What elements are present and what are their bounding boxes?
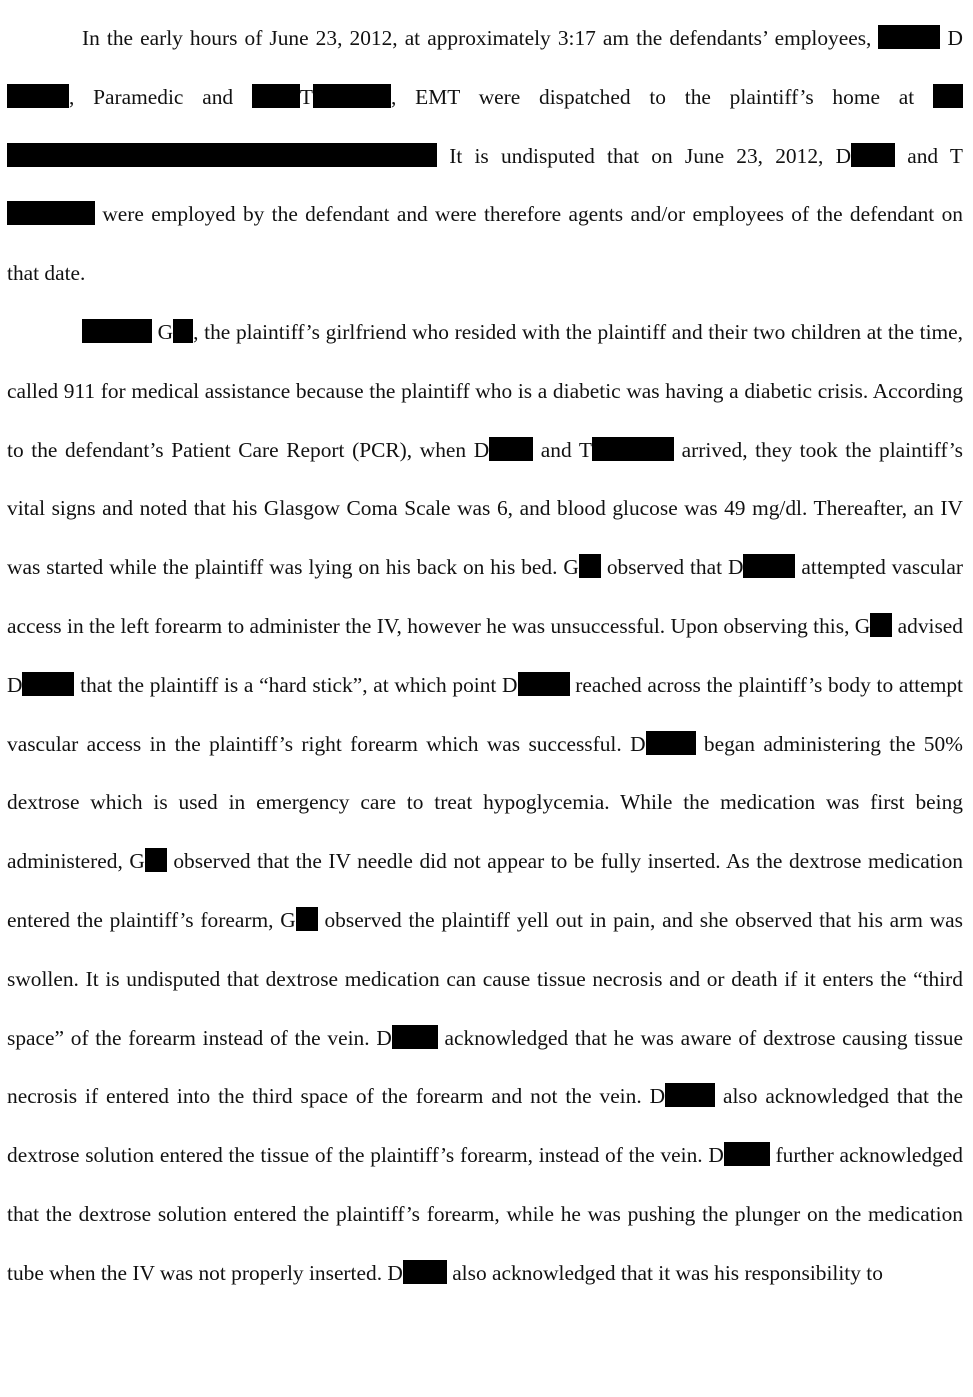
paragraph-text: were employed by the defendant and were therefore agents and/or employees of the defendant on that date. [7, 202, 963, 286]
paragraph-text: T [299, 84, 313, 109]
redaction-block [489, 437, 533, 461]
paragraph-dispatch [7, 9, 963, 303]
redaction-block [646, 731, 696, 755]
redaction-block [392, 1025, 438, 1049]
paragraph-text: also acknowledged that the dextrose solution entered the tissue of the plaintiff’s forearm, instead of the vein. D [7, 1084, 963, 1168]
redaction-block [173, 319, 193, 343]
redaction-block [313, 84, 391, 108]
paragraph-text: reached across the plaintiff’s body to attempt vascular access in the plaintiff’s right forearm which was successful. D [7, 672, 963, 756]
paragraph-text: also acknowledged that it was his responsibility to [446, 1260, 883, 1285]
redaction-block [579, 554, 601, 578]
redaction-block [592, 437, 674, 461]
paragraph-text: , EMT were dispatched to the plaintiff’s home at [390, 84, 933, 109]
paragraph-text: advised D [7, 613, 963, 697]
paragraph-text: further acknowledged that the dextrose solution entered the plaintiff’s forearm, while he was pushing the plunger on the medication tube when the IV was not properly inserted. D [7, 1143, 963, 1285]
redaction-block [7, 201, 95, 225]
redaction-block [870, 613, 892, 637]
redaction-block [296, 907, 318, 931]
paragraph-text: attempted vascular access in the left forearm to administer the IV, however he was unsuccessful. Upon observing this, G [7, 555, 963, 638]
paragraph-text: It is undisputed that on June 23, 2012, D [437, 143, 852, 168]
paragraph-text: and T [895, 143, 963, 168]
redaction-block [252, 84, 300, 108]
paragraph-text: observed that the IV needle did not appear to be fully inserted. As the dextrose medication entered the plaintiff’s forearm, G [7, 849, 963, 932]
redaction-block [851, 143, 895, 167]
redaction-block [7, 84, 69, 108]
paragraph-text: observed that D [600, 555, 744, 580]
redaction-block [403, 1260, 447, 1284]
paragraph-text: , the plaintiff’s girlfriend who resided with the plaintiff and their two children at the time, called 911 for medical assistance because the plaintiff who is a diabetic was having a diabetic crisis. According to the defendant’s Patient Care Report (PCR), when D [7, 319, 964, 462]
paragraph-text: arrived, they took the plaintiff’s vital signs and noted that his Glasgow Coma Scale was 6, and blood glucose was 49 mg/dl. Thereafter, an IV was started while the plaintiff was lying on his back on his bed. G [7, 437, 964, 580]
paragraph-incident [7, 303, 963, 1303]
paragraph-text: In the early hours of June 23, 2012, at approximately 3:17 am the defendants’ employees, [82, 26, 879, 50]
paragraph-text: and T [533, 437, 593, 462]
paragraph-text: G [152, 319, 174, 344]
redaction-block [878, 25, 940, 49]
paragraph-text: , Paramedic and [69, 84, 252, 109]
document-page [7, 9, 963, 1303]
redaction-block [7, 143, 437, 167]
redaction-block [743, 554, 795, 578]
paragraph-text: began administering the 50% dextrose which is used in emergency care to treat hypoglycemia. While the medication was first being administered, G [7, 731, 963, 874]
redaction-block [22, 672, 74, 696]
redaction-block [145, 848, 167, 872]
paragraph-text: that the plaintiff is a “hard stick”, at which point D [74, 672, 518, 697]
paragraph-text: observed the plaintiff yell out in pain, and she observed that his arm was swollen. It is undisputed that dextrose medication can cause tissue necrosis and or death if it enters the “third space” of the forearm instead of the vein. D [7, 907, 963, 1050]
paragraph-text: D [940, 26, 964, 50]
redaction-block [665, 1083, 715, 1107]
redaction-block [82, 319, 152, 343]
redaction-block [933, 84, 963, 108]
redaction-block [724, 1142, 770, 1166]
redaction-block [518, 672, 570, 696]
paragraph-text: acknowledged that he was aware of dextrose causing tissue necrosis if entered into the third space of the forearm and not the vein. D [7, 1025, 963, 1109]
